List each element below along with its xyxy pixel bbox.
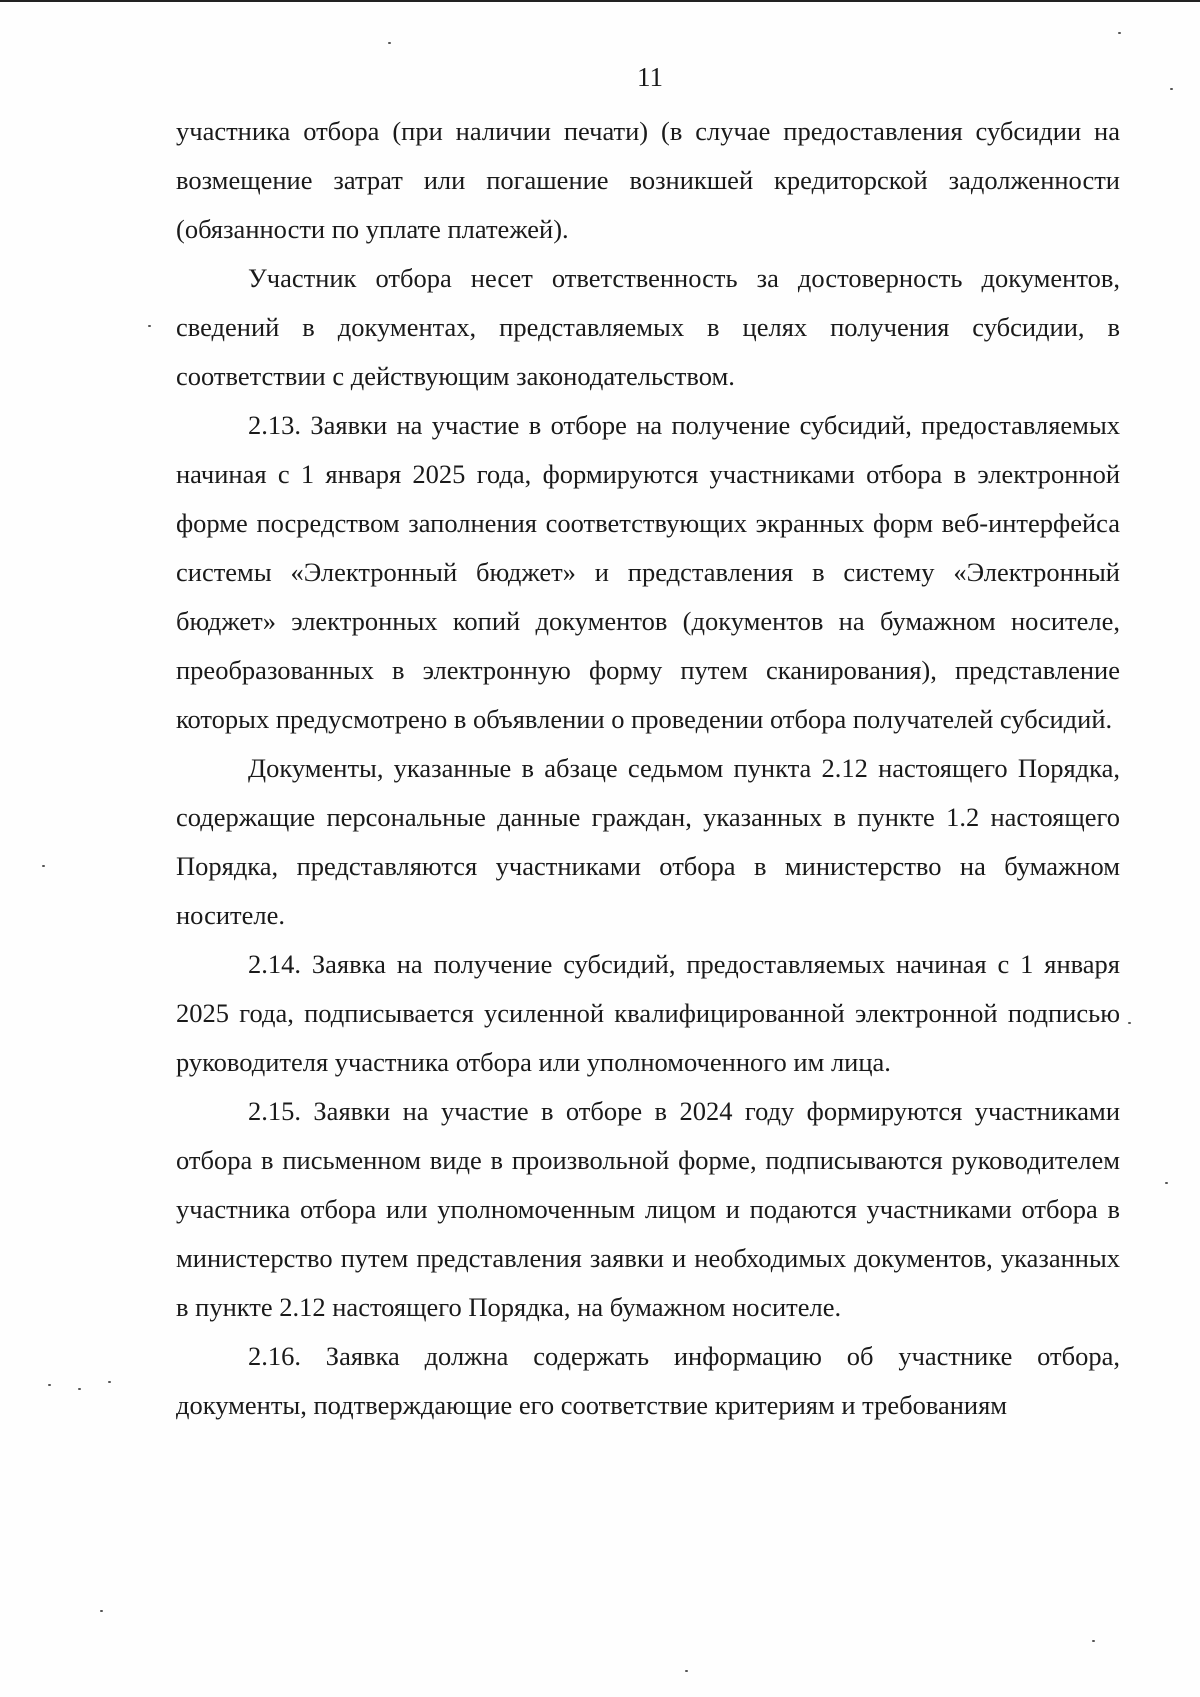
paragraph-personal-data: Документы, указанные в абзаце седьмом пункта 2.12 настоящего Порядка, содержащие персональные данные граждан, указанных в пункте 1.2 настоящего Порядка, представляются участниками отбора в министерство на бумажном носителе. <box>176 753 1120 930</box>
scan-speck <box>685 1670 688 1672</box>
scan-speck <box>148 325 151 327</box>
scan-speck <box>108 1381 111 1383</box>
scan-speck <box>42 865 45 867</box>
paragraph-2-15: 2.15. Заявки на участие в отборе в 2024 году формируются участниками отбора в письменном виде в произвольной форме, подписываются руководителем участника отбора или уполномоченным лицом и подаются участниками отбора в министерство путем представления заявки и необходимых документов, указанных в пункте 2.12 настоящего Порядка, на бумажном носителе. <box>176 1096 1120 1322</box>
page-number: 11 <box>637 62 663 92</box>
paragraph-responsibility: Участник отбора несет ответственность за достоверность документов, сведений в документах, представляемых в целях получения субсидии, в соответствии с действующим законодательством. <box>176 263 1120 391</box>
paragraph-2-16: 2.16. Заявка должна содержать информацию об участнике отбора, документы, подтверждающие его соответствие критериям и требованиям <box>176 1341 1120 1420</box>
page-top-edge <box>0 0 1200 2</box>
scan-speck <box>1092 1640 1095 1642</box>
scan-speck <box>48 1384 51 1386</box>
scan-speck <box>100 1610 103 1612</box>
document-body <box>176 107 1120 1430</box>
paragraph-2-14: 2.14. Заявка на получение субсидий, предоставляемых начиная с 1 января 2025 года, подписывается усиленной квалифицированной электронной подписью руководителя участника отбора или уполномоченного им лица. <box>176 949 1120 1077</box>
paragraph-2-13: 2.13. Заявки на участие в отборе на получение субсидий, предоставляемых начиная с 1 января 2025 года, формируются участниками отбора в электронной форме посредством заполнения соответствующих экранных форм веб-интерфейса системы «Электронный бюджет» и представления в систему «Электронный бюджет» электронных копий документов (документов на бумажном носителе, преобразованных в электронную форму путем сканирования), представление которых предусмотрено в объявлении о проведении отбора получателей субсидий. <box>176 410 1120 734</box>
scan-speck <box>388 42 391 44</box>
scan-speck <box>1118 32 1121 34</box>
paragraph-continuation: участника отбора (при наличии печати) (в случае предоставления субсидии на возмещение затрат или погашение возникшей кредиторской задолженности (обязанности по уплате платежей). <box>176 116 1120 244</box>
scan-speck <box>78 1388 81 1390</box>
scan-speck <box>1128 1022 1131 1024</box>
scan-speck <box>1170 88 1173 90</box>
scan-speck <box>1165 1182 1168 1184</box>
